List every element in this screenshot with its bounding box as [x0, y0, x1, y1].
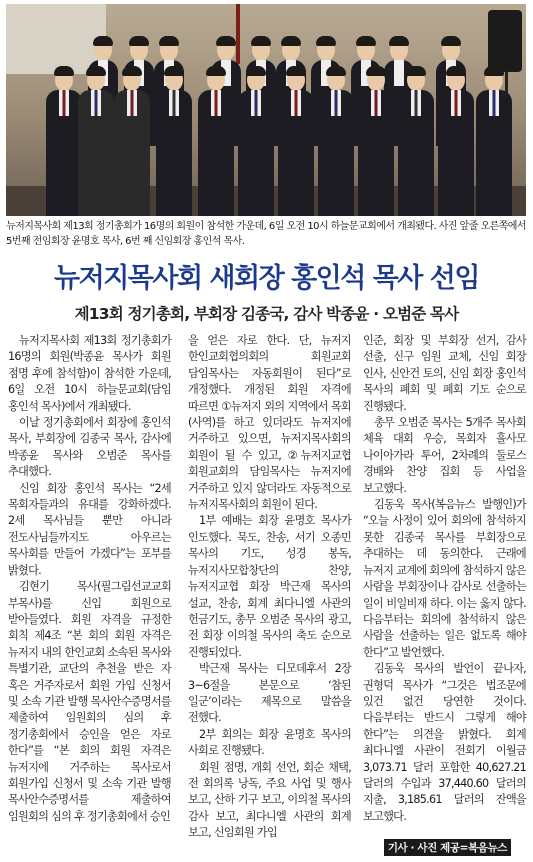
paragraph: 김동욱 목사의 발언이 끝나자, 권형덕 목사가 “그것은 법조문에 있건 없건 당연한 것이다. 다음부터는 반드시 그렇게 해야 한다”는 의견을 밝혔다. 회계 최다니엘 사관이 전회기 이월금 3,073.71 달러 포함한 40,627.21 달러의 수입과 37,440.60 달러의 지출, 3,185.61 달러의 잔액을 보고했다. — [363, 662, 526, 823]
photo-caption: 뉴저지목사회 제13회 정기총회가 16명의 회원이 참석한 가운데, 6일 오전 10시 하늘문교회에서 개최됐다. 사진 앞줄 오른쪽에서 5번째 전임회장 윤명호 목사, 6번 째 신임회장 홍인석 목사. — [6, 221, 527, 247]
paragraph: 신임 회장 홍인석 목사는 “2세 목회자들과의 유대를 강화하겠다. 2세 목사님들 뿐만 아니라 전도사님들까지도 아우르는 목사회를 만들어 가겠다”는 포부를 밝혔다. — [8, 481, 171, 577]
paragraph: 인준, 회장 및 부회장 선거, 감사 선출, 신구 임원 교체, 신임 회장 인사, 신안건 토의, 신임 회장 홍인석 목사의 폐회 및 폐회 기도 순으로 진행됐다. — [363, 334, 526, 413]
news-photo — [6, 4, 526, 216]
paragraph: 총무 오범준 목사는 5개주 목사회 체육 대회 우승, 목회자 흘사모 나이아가라 투어, 2차례의 둘로스 경배와 찬양 집회 등 사업을 보고했다. — [363, 416, 526, 495]
article-column-3 — [363, 333, 526, 825]
paragraph: 2부 회의는 회장 윤명호 목사의 사회로 진행됐다. — [188, 727, 351, 758]
article-column-1 — [8, 333, 171, 825]
paragraph: 을 얻은 자로 한다. 단, 뉴저지 한인교회협의회의 회원교회 담임목사는 자동회원이 된다”로 개정했다. 개정된 회원 자격에 따르면 ①뉴저지 외의 지역에서 목회(사역)를 하고 있더라도 뉴저지에 거주하고 있으면, 뉴저지목사회의 회원이 될 수 있고, ②뉴저지교협 회원교회의 담임목사는 뉴저지에 거주하고 있지 않더라도 자동적으로 뉴저지목사회의 회원이 된다. — [188, 334, 351, 512]
paragraph: 회원 점명, 개회 선언, 회순 채택, 전 회의록 낭독, 주요 사업 및 행사 보고, 산하 기구 보고, 이의철 목사의 감사 보고, 최다니엘 사관의 회계 보고, 신임회원 가입 — [188, 760, 351, 840]
photo-person — [438, 66, 474, 216]
photo-person — [198, 66, 234, 216]
paragraph: 이날 정기총회에서 회장에 홍인석 목사, 부회장에 김종국 목사, 감사에 박종윤 목사와 오범준 목사를 추대했다. — [8, 416, 171, 479]
paragraph: 김현기 목사(필그림선교교회 부목사)를 신입 회원으로 받아들였다. 회원 자격을 규정한 회칙 제4조 “본 회의 회원 자격은 뉴저지 내의 한인교회 소속된 목사와 특별기관, 교단의 추천을 받은 자 혹은 거주자로서 회원 가입 신청서 및 소속 기관 발행 목사안수증명서를 제출하여 임원회의 심의 후 정기총회에서 승인을 얻은 자로 한다”를 “본 회의 회원 자격은 뉴저지에 거주하는 목사로서 회원가입 신청서 및 소속 기관 발행 목사안수증명서를 제출하여 임원회의 심의 후 정기총회에서 승인 — [8, 580, 171, 823]
photo-person — [114, 66, 150, 216]
paragraph: 김동욱 목사(복음뉴스 발행인)가 “오늘 사정이 있어 회의에 참석하지 못한 김종국 목사를 부회장으로 추대하는 데 동의한다. 근래에 뉴저지 교계에 회의에 참석하지 않은 사람을 부회장이나 감사로 선출하는 일이 비일비재 하다. 이는 옳지 않다. 다음부터는 회의에 참석하지 않은 사람을 선출하는 일은 없도록 해야 한다”고 발언했다. — [363, 498, 526, 659]
article-subhead: 제13회 정기총회, 부회장 김종국, 감사 박종윤 · 오범준 목사 — [74, 305, 459, 323]
article-column-2 — [188, 333, 351, 842]
photo-person — [398, 66, 434, 216]
paragraph: 1부 예배는 회장 윤명호 목사가 인도했다. 묵도, 찬송, 서기 오종민 목사의 기도, 성경 봉독, 뉴저지사모합창단의 찬양, 뉴저지교협 회장 박근재 목사의 설교, 찬송, 회계 최다니엘 사관의 헌금기도, 총무 오범준 목사의 광고, 전 회장 이의철 목사의 축도 순으로 진행되었다. — [188, 514, 351, 659]
photo-person — [278, 66, 314, 216]
photo-person — [78, 66, 114, 216]
photo-person — [238, 66, 274, 216]
photo-person — [358, 66, 394, 216]
photo-person — [476, 66, 512, 216]
paragraph: 박근재 목사는 디모데후서 2장 3~6절을 본문으로 ‘참된 일군’이라는 제목으로 말씀을 전했다. — [188, 662, 351, 725]
photo-person — [156, 66, 192, 216]
photo-person — [46, 66, 82, 216]
article-headline: 뉴저지목사회 새회장 홍인석 목사 선임 — [54, 263, 479, 294]
photo-speaker — [488, 10, 522, 72]
photo-person — [318, 66, 354, 216]
paragraph: 뉴저지목사회 제13회 정기총회가 16명의 회원(박종윤 목사가 회원 점명 후에 참석함)이 참석한 가운데, 6일 오전 10시 하늘문교회(담임 홍인석 목사)에서 개최됐다. — [8, 334, 171, 413]
photo-credit: 기사 · 사진 제공=복음뉴스 — [384, 839, 511, 856]
